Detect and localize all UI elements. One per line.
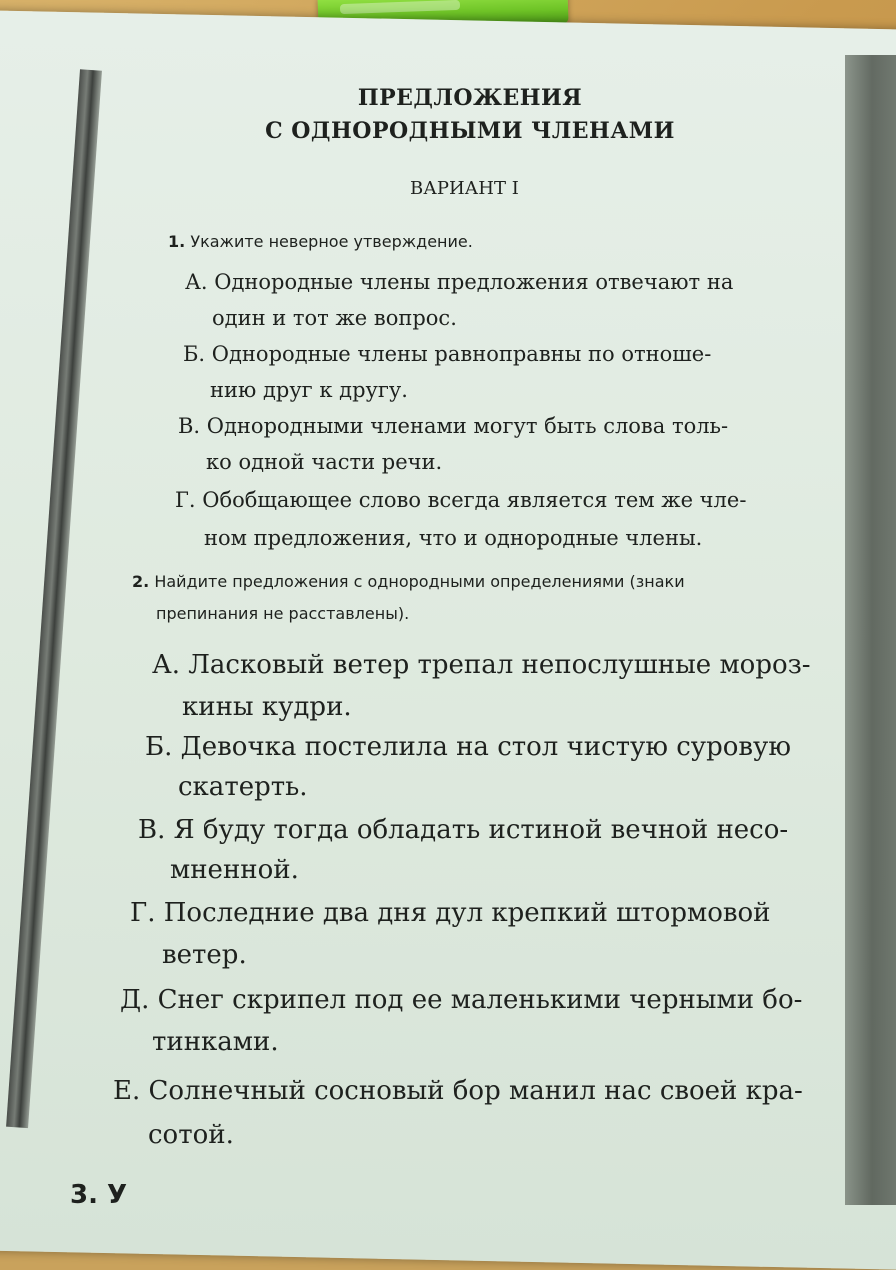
q1-option-b-line-1: Б. Однородные члены равноправны по отноше- (183, 342, 712, 366)
q1-option-c-line-1: В. Однородными членами могут быть слова толь- (178, 414, 729, 438)
question-1-number: 1. (168, 232, 186, 251)
q2-option-e-line-2: тинками. (152, 1027, 279, 1057)
q2-option-d-line-2: ветер. (162, 940, 247, 970)
q1-option-a-line-1: А. Однородные члены предложения отвечают на (185, 270, 734, 294)
q1-option-a-line-2: один и тот же вопрос. (212, 306, 457, 330)
question-2-heading (132, 572, 685, 591)
q1-option-b-line-2: нию друг к другу. (210, 378, 408, 402)
q2-option-a-line-1: А. Ласковый ветер трепал непослушные мороз- (152, 650, 811, 680)
q2-option-c-line-2: мненной. (170, 855, 299, 885)
q1-option-d-line-2: ном предложения, что и однородные члены. (204, 526, 703, 550)
question-2-text-line-1: Найдите предложения с однородными определениями (знаки (154, 572, 685, 591)
q2-option-f-line-2: сотой. (148, 1120, 234, 1150)
q2-option-a-line-2: кины кудри. (182, 692, 352, 722)
question-1-text: Укажите неверное утверждение. (190, 232, 473, 251)
title-line-2: С ОДНОРОДНЫМИ ЧЛЕНАМИ (265, 118, 675, 144)
q2-option-b-line-2: скатерть. (178, 772, 308, 802)
question-2-text-line-2: препинания не расставлены). (156, 604, 410, 623)
variant-label: ВАРИАНТ I (410, 178, 519, 199)
q2-option-b-line-1: Б. Девочка постелила на стол чистую суровую (145, 732, 791, 762)
q2-option-f-line-1: Е. Солнечный сосновый бор манил нас своей кра- (113, 1076, 803, 1106)
q1-option-d-line-1: Г. Обобщающее слово всегда является тем же чле- (175, 488, 747, 512)
title-line-1: ПРЕДЛОЖЕНИЯ (357, 85, 583, 111)
q2-option-c-line-1: В. Я буду тогда обладать истиной вечной несо- (138, 815, 789, 845)
question-2-number: 2. (132, 572, 150, 591)
q1-option-c-line-2: ко одной части речи. (206, 450, 443, 474)
q2-option-e-line-1: Д. Снег скрипел под ее маленькими черными бо- (120, 985, 803, 1015)
q2-option-d-line-1: Г. Последние два дня дул крепкий штормовой (130, 898, 771, 928)
question-3-partial: 3. У (70, 1180, 128, 1210)
question-1-heading (168, 232, 473, 251)
